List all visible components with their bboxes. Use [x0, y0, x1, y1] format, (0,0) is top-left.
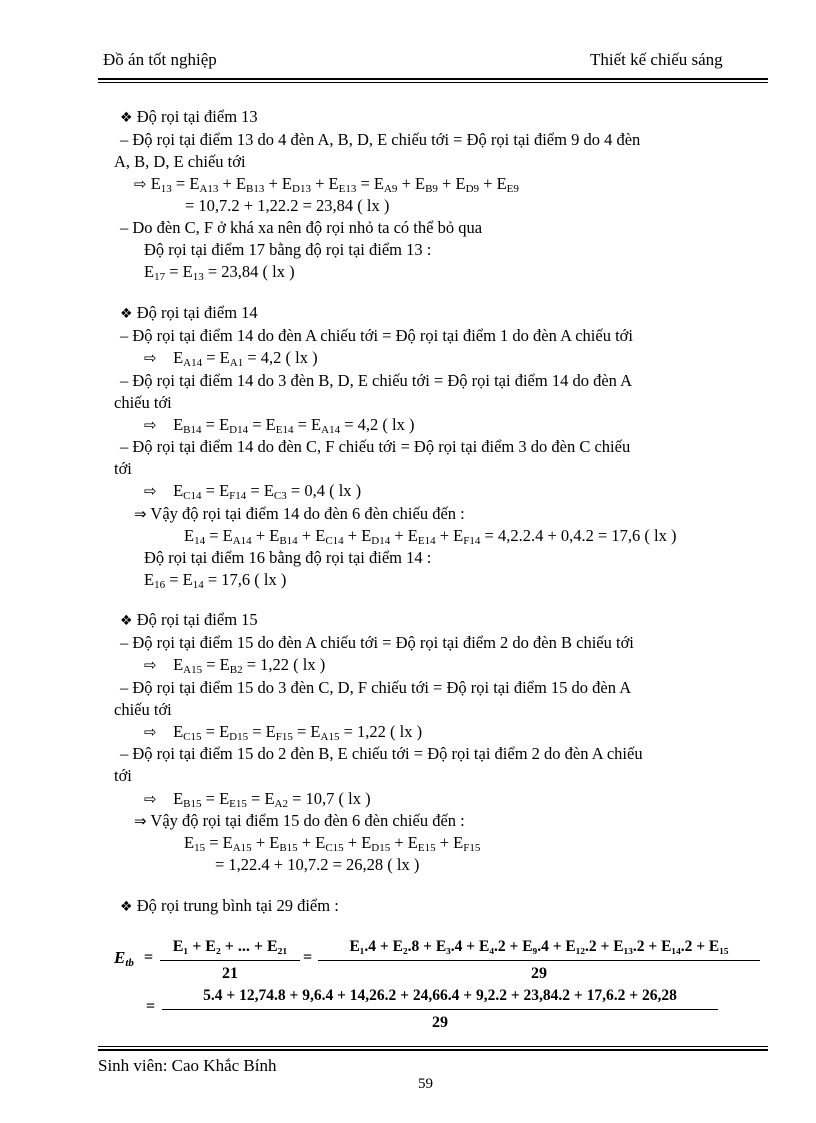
- s15-p4: ⇒ Vậy độ rọi tại điểm 15 do đèn 6 đèn chiếu đến :: [134, 811, 465, 830]
- footer-rule-top: [98, 1046, 768, 1047]
- s15-p1: – Độ rọi tại điểm 15 do đèn A chiếu tới = Độ rọi tại điểm 2 do đèn B chiếu tới: [120, 633, 634, 652]
- diamond-bullet-icon: ❖: [120, 613, 133, 629]
- footer-student: Sinh viên: Cao Khắc Bính: [98, 1056, 277, 1075]
- section-13-title: Độ rọi tại điểm 13: [136, 107, 258, 126]
- s15-p2b: chiếu tới: [114, 700, 172, 719]
- footer-rule-bottom: [98, 1049, 768, 1051]
- s14-v3: ⇨ $E_{C14} = E_{F14} = E_{C3} = 0,4$ ( lx ): [144, 481, 362, 502]
- header-left: Đồ án tốt nghiệp: [103, 50, 217, 69]
- s14-p3b: tới: [114, 459, 132, 478]
- s15-v1: ⇨ $E_{A15} = E_{B2} = 1,22$ ( lx ): [144, 655, 326, 676]
- formula-lhs: $E_{tb}$: [114, 948, 134, 969]
- formula-eq1: =: [144, 949, 154, 966]
- implies-arrow-icon: ⇨: [144, 416, 157, 434]
- s15-sum2: = 1,22.4 + 10,7.2 = 26,28 ( lx ): [215, 855, 420, 874]
- fraction-3-denominator: 29: [432, 1014, 448, 1031]
- s14-v1: ⇨ $E_{A14} = E_{A1} = 4,2$ ( lx ): [144, 348, 318, 369]
- implies-arrow-icon: ⇒: [134, 812, 147, 830]
- s14-v2: ⇨ $E_{B14} = E_{D14} = E_{E14} = E_{A14} = 4,2$ ( lx ): [144, 415, 415, 436]
- s13-p1a: – Độ rọi tại điểm 13 do 4 đèn A, B, D, E chiếu tới = Độ rọi tại điểm 9 do 4 đèn: [120, 130, 641, 149]
- implies-arrow-icon: ⇨: [144, 790, 157, 808]
- s14-p2a: – Độ rọi tại điểm 14 do 3 đèn B, D, E chiếu tới = Độ rọi tại điểm 14 do đèn A: [120, 371, 633, 390]
- implies-arrow-icon: ⇨: [134, 175, 147, 193]
- s14-p5: Độ rọi tại điểm 16 bằng độ rọi tại điểm 14 :: [144, 548, 432, 567]
- section-15-title: Độ rọi tại điểm 15: [136, 610, 258, 629]
- fraction-1-denominator: 21: [222, 965, 238, 982]
- s15-v3: ⇨ $E_{B15} = E_{E15} = E_{A2} = 10,7$ ( lx ): [144, 789, 371, 810]
- diamond-bullet-icon: ❖: [120, 110, 133, 126]
- diamond-bullet-icon: ❖: [120, 306, 133, 322]
- s14-p4: ⇒ Vậy độ rọi tại điểm 14 do đèn 6 đèn chiếu đến :: [134, 504, 465, 523]
- implies-arrow-icon: ⇨: [144, 482, 157, 500]
- fraction-3-bar: [162, 1009, 718, 1010]
- s15-p3b: tới: [114, 766, 132, 785]
- implies-arrow-icon: ⇨: [144, 349, 157, 367]
- s15-p3a: – Độ rọi tại điểm 15 do 2 đèn B, E chiếu tới = Độ rọi tại điểm 2 do đèn A chiếu: [120, 744, 643, 763]
- diamond-bullet-icon: ❖: [120, 899, 133, 915]
- average-heading: [120, 896, 339, 917]
- section-13-heading: [120, 107, 258, 128]
- s13-eq3: $E_{17} = E_{13} = 23,84$ ( lx ): [144, 262, 295, 283]
- s14-v5: $E_{16} = E_{14} = 17,6$ ( lx ): [144, 570, 287, 591]
- section-15-heading: [120, 610, 258, 631]
- s14-p3a: – Độ rọi tại điểm 14 do đèn C, F chiếu tới = Độ rọi tại điểm 3 do đèn C chiếu: [120, 437, 631, 456]
- formula-eq2: =: [303, 949, 313, 966]
- header-right: Thiết kế chiếu sáng: [590, 50, 723, 69]
- s15-p2a: – Độ rọi tại điểm 15 do 3 đèn C, D, F chiếu tới = Độ rọi tại điểm 15 do đèn A: [120, 678, 632, 697]
- fraction-2-numerator: E₁.4 + E₂.8 + E₃.4 + E₄.2 + E₉.4 + E₁₂.2 + E₁₃.2 + E₁₄.2 + E₁₅: [349, 938, 729, 955]
- s15-v2: ⇨ $E_{C15} = E_{D15} = E_{F15} = E_{A15} = 1,22$ ( lx ): [144, 722, 423, 743]
- fraction-1-bar: [160, 960, 300, 961]
- section-14-title: Độ rọi tại điểm 14: [136, 303, 258, 322]
- s13-p2: – Do đèn C, F ở khá xa nên độ rọi nhỏ ta có thể bỏ qua: [120, 218, 483, 237]
- header-rule-bottom: [98, 82, 768, 83]
- s15-sum1: $E_{15} = E_{A15} + E_{B15} + E_{C15} + E_{D15} + E_{E15} + E_{F15}$: [184, 833, 481, 854]
- s13-eq1: ⇨ $E_{13} = E_{A13} + E_{B13} + E_{D13} + E_{E13} = E_{A9} + E_{B9} + E_{D9} + E_{E9}$: [134, 174, 519, 195]
- fraction-1-numerator: E₁ + E₂ + ... + E₂₁: [172, 938, 288, 955]
- s13-p1b: A, B, D, E chiếu tới: [114, 152, 246, 171]
- formula-eq3: =: [146, 998, 156, 1015]
- header-rule-top: [98, 78, 768, 80]
- fraction-3-numerator: 5.4 + 12,74.8 + 9,6.4 + 14,26.2 + 24,66.4 + 9,2.2 + 23,84.2 + 17,6.2 + 26,28: [203, 987, 677, 1004]
- s14-sum: $E_{14} = E_{A14} + E_{B14} + E_{C14} + E_{D14} + E_{E14} + E_{F14} = 4,2.2.4 + 0,4.2 = 17,6$ ( lx ): [184, 526, 677, 547]
- section-14-heading: [120, 303, 258, 324]
- average-title: Độ rọi trung bình tại 29 điểm :: [136, 896, 339, 915]
- s13-eq2: = 10,7.2 + 1,22.2 = 23,84 ( lx ): [185, 196, 390, 215]
- s14-p2b: chiếu tới: [114, 393, 172, 412]
- fraction-2-denominator: 29: [531, 965, 547, 982]
- implies-arrow-icon: ⇨: [144, 656, 157, 674]
- s13-p3: Độ rọi tại điểm 17 bằng độ rọi tại điểm 13 :: [144, 240, 432, 259]
- implies-arrow-icon: ⇨: [144, 723, 157, 741]
- page-number: 59: [418, 1076, 433, 1092]
- s14-p1: – Độ rọi tại điểm 14 do đèn A chiếu tới = Độ rọi tại điểm 1 do đèn A chiếu tới: [120, 326, 633, 345]
- fraction-2-bar: [318, 960, 760, 961]
- implies-arrow-icon: ⇒: [134, 505, 147, 523]
